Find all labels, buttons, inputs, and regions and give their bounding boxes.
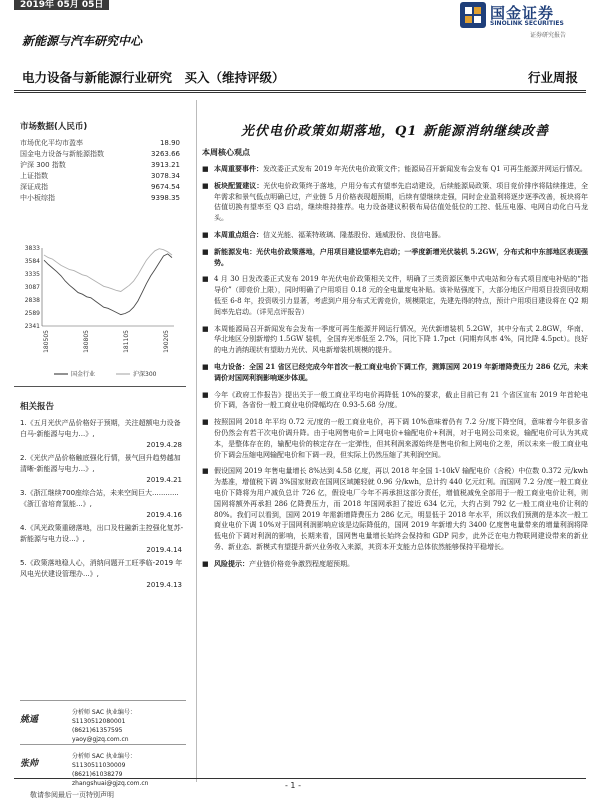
body-paragraph — [202, 324, 588, 356]
header-rule — [14, 90, 586, 91]
analyst-name: 张帅 — [20, 759, 39, 769]
headline: 光伏电价政策如期落地，Q1 新能源消纳继续改善 — [241, 124, 549, 139]
market-key: 上证指数 — [20, 172, 48, 180]
market-row — [14, 138, 186, 149]
market-value: 9674.54 — [151, 183, 180, 191]
logo-cn: 国金证券 — [490, 4, 555, 22]
report-date: 2019年 05月 05日 — [14, 0, 109, 10]
body-paragraph — [202, 390, 588, 412]
brand-logo — [460, 2, 590, 42]
page-number: - 1 - — [285, 781, 301, 790]
paragraph-text: 本周能源局召开新闻发布会发布一季度可再生能源并网运行情况，光伏新增装机 5.2GW，其中分布式 2.8GW，华南、华北地区分别新增约 1.5GW 装机，全国弃光率低至 2.7%，同比下降 1.7pct（同期弃风率 4%，同比降 4.5pct）。良好的电力消纳现状有望助力光伏、风电新增装机规模的提升。 — [214, 324, 588, 355]
y-tick-label: 3087 — [24, 284, 40, 291]
body-paragraph — [202, 362, 588, 384]
x-tick-label: 180505 — [43, 330, 50, 353]
analyst-info — [72, 752, 186, 788]
y-tick-label: 3833 — [24, 245, 40, 252]
index-chart-svg — [14, 244, 186, 384]
paragraph-lead: 本周重点组合： — [214, 229, 263, 239]
related-report-date: 2019.4.14 — [146, 546, 182, 554]
body-paragraph — [202, 274, 588, 317]
market-row — [14, 160, 186, 171]
report-title: 电力设备与新能源行业研究 买入（维持评级） — [22, 70, 285, 85]
market-value: 3078.34 — [151, 172, 180, 180]
market-key: 市场优化平均市盈率 — [20, 139, 83, 147]
related-report-link[interactable]: 4.《风光政策重磅落地，出口及柱融新主控强化复苏-新能源与电力设...》, — [20, 524, 184, 543]
related-report-link[interactable]: 2.《光伏产品价格触底强化行情，景气回升趋势越加清晰-新能源与电力...》, — [20, 454, 181, 473]
series-line-0 — [44, 254, 172, 315]
logo-sub: 证券研究报告 — [530, 32, 567, 39]
series-line-1 — [44, 249, 172, 292]
related-report-link[interactable]: 5.《政策落地稳人心，消纳问题开工旺季临-2019 年风电光伏建设管理办...》, — [20, 559, 183, 578]
market-key: 深证成指 — [20, 183, 48, 191]
y-tick-label: 2838 — [24, 297, 40, 305]
x-tick-label: 181105 — [123, 330, 130, 353]
analyst-name: 姚遥 — [20, 715, 39, 725]
analyst-cert: 分析师 SAC 执业编号：S1130512080001 — [72, 709, 136, 725]
paragraph-text: 4 月 30 日发改委正式发布 2019 年光伏电价政策相关文件，明确了三类资源区集中式电站和分布式项目度电补贴的“指导价”（即竞价上限），同时明确了户用项目 0.18 元的全电量度电补贴。该补贴强度下，大部分地区户用项目投资回收期低至 6-8 年，投资吸引力显著，考虑到户用分布式无需竞价，规模限定，先建先得的特点，预计户用项目建设将在 Q2 期间率先启动。（详见点评报告） — [214, 275, 588, 316]
report-type: 行业周报 — [527, 70, 578, 85]
paragraph-lead: 本周重要事件： — [214, 164, 263, 173]
body-paragraph — [202, 466, 588, 552]
header-rule-2 — [14, 92, 586, 93]
market-value: 3913.21 — [151, 161, 180, 169]
analyst-phone: (8621)61038279 — [72, 771, 123, 778]
related-reports-title: 相关报告 — [20, 402, 55, 412]
market-value: 3263.66 — [151, 150, 180, 158]
paragraph-lead: 新能源发电：光伏电价政策落地，户用项目建设望率先启动；一季度新增光伏装机 5.2GW，分布式和中东部地区表现强势。 — [214, 246, 588, 267]
analyst-rule — [20, 700, 186, 701]
market-key: 国金电力设备与新能源指数 — [20, 150, 104, 158]
main-content — [202, 120, 588, 576]
market-key: 沪深 300 指数 — [20, 161, 66, 169]
paragraph-text: 发改委正式发布 2019 年光伏电价政策文件；能源局召开新闻发布会发布 Q1 可再生能源并网运行情况。 — [263, 165, 587, 173]
logo-mark-icon — [460, 2, 486, 28]
analyst-email[interactable]: yaoy@gjzq.com.cn — [72, 736, 129, 743]
disclaimer: 敬请参阅最后一页特别声明 — [30, 791, 114, 799]
market-key: 中小板综指 — [20, 194, 55, 202]
paragraph-text: 假设国网 2019 年售电量增长 8%达到 4.58 亿度，再以 2018 年全国 1-10kV 输配电价（含税）中位数 0.372 元/kwh 为基准，增值税下调 3%国家财政在国网区域摊轻就 0.96 分/kwh，总计约 440 亿元红利。而国网 7.2 分/度一般工商业电价下降将为用户减负总计 726 亿，假设电厂今年不再承担这部分责任，增值税减免全部用于一般工商业电价让利，则国网将额外再承担 286 亿降费压力，而 2018 年国网承担了接近 634 亿元，大约占到 792 亿一般工商业电价让利的 80%。我们可以看到，国网 2019 年需新增降费压力 286 亿元，明显低于 2018 年水平，所以我们预测的是本次一般工商业电价下调 10%对于国网利润影响应该是边际降低的，国网 2019 年新增大约 3400 亿度售电量带来的增量利润将降低电价下调对利润的影响，长期来看，国网售电量增长始终会保持和 GDP 同步，此外泛在电力物联网建设带来的新业务、新业态、新模式有望提升新兴业务收入来源，其资本开支能力总体依然能够保持平稳增长。 — [214, 467, 588, 551]
y-tick-label: 2589 — [24, 310, 40, 318]
sidebar-rule — [14, 386, 186, 387]
x-tick-label: 180805 — [83, 330, 90, 353]
analyst-phone: (8621)61357595 — [72, 727, 123, 734]
x-tick-label: 190205 — [163, 330, 170, 353]
market-row — [14, 149, 186, 160]
column-divider — [196, 100, 197, 782]
legend-label: 沪深300 — [133, 371, 157, 378]
related-report-date: 2019.4.21 — [146, 476, 182, 484]
market-row — [14, 171, 186, 182]
body-paragraph — [202, 181, 588, 224]
related-report-link[interactable]: 3.《浙江继续700座综合站，未来空间巨大............ 《浙江省培育氢能...》, — [20, 489, 179, 508]
logo-en: SINOLINK SECURITIES — [490, 20, 564, 27]
market-value: 18.90 — [159, 139, 180, 147]
body-paragraph — [202, 247, 588, 269]
y-tick-label: 2341 — [24, 323, 40, 330]
analyst-card — [14, 700, 186, 744]
analyst-email[interactable]: zhangshuai@gjzq.com.cn — [72, 780, 149, 787]
market-data-title: 市场数据(人民币) — [20, 122, 88, 132]
analyst-info — [72, 708, 186, 744]
y-tick-label: 3584 — [24, 258, 40, 266]
body-paragraph — [202, 417, 588, 460]
related-report-date: 2019.4.16 — [146, 511, 182, 519]
legend-label: 国金行业 — [71, 371, 96, 378]
paragraph-text: 今年《政府工作报告》提出关于一般工商业平均电价再降低 10%的要求，截止目前已有 21 个省区宣布 2019 年首轮电价下调，各省份一般工商业电价降幅均在 0.93-5.68 分/度。 — [214, 390, 588, 410]
paragraph-text: 信义光能、福莱特玻璃、隆基股份、通威股份、良信电器。 — [263, 230, 445, 239]
analyst-card — [14, 744, 186, 788]
analyst-rule — [20, 744, 186, 745]
paragraph-lead: 板块配置建议： — [214, 180, 264, 190]
paragraph-text: 按照国网 2018 年平均 0.72 元/度的一般工商业电价，再下调 10%意味着仍有 7.2 分/度下降空间，意味着今年很多省份仍然会有若干次电价调升降。由于电网售电价=上网电价+输配电价+利润，对于电网公司来说，输配电价可认为其成本，是整体存在的，输配电价的核定存在一定弹性，但其利润来源始终是售电价和上网电价之差，所以未来一般工商业电价下调会压缩电网输配电价和下调一段，但实际上仍然压缩了其利润空间。 — [214, 418, 588, 459]
footer-rule — [14, 778, 586, 779]
index-chart — [14, 244, 186, 384]
paragraph-text: 光伏电价政策终于落地，户用分布式有望率先启动建设，后续能源局政策、项目竞价排序将陆续推进，全年需求和景气低点明确已过，产业链 5 月价格表现超预期，后续有望继续走强，同时企业盈利将逐步逐季改善，板块将年估值切换有望率至 Q3 启动，继续维持推荐。电力设备建议积极布局估值处低位的工控、低压电器、电网自动化白马龙头。 — [214, 181, 589, 223]
related-report-date: 2019.4.13 — [146, 581, 182, 589]
related-reports — [14, 400, 186, 593]
core-view-heading: 本周核心观点 — [202, 148, 250, 157]
market-row — [14, 182, 186, 193]
market-row — [14, 193, 186, 204]
body-paragraph — [202, 164, 588, 175]
y-tick-label: 3335 — [24, 271, 40, 279]
related-report-link[interactable]: 1.《五月光伏产品价格好于预期，关注超额电力设备白马-新能源与电力...》, — [20, 419, 181, 438]
related-report-date: 2019.4.28 — [146, 441, 182, 449]
research-center: 新能源与汽车研究中心 — [22, 34, 143, 48]
paragraph-text: 产业链价格竞争激烈程度超预期。 — [249, 559, 354, 568]
analyst-cert: 分析师 SAC 执业编号：S1130511030009 — [72, 753, 136, 769]
analysts-panel — [14, 700, 186, 788]
market-value: 9398.35 — [151, 194, 180, 202]
paragraph-lead: 风险提示： — [214, 558, 249, 568]
paragraph-lead: 电力设备：全国 21 省区已经完成今年首次一般工商业电价下调工作，测算国网 2019 年新增降费压力 286 亿元，未来调价对国网利润影响逐步体现。 — [214, 361, 588, 382]
market-data-panel — [14, 120, 186, 204]
body-paragraph — [202, 230, 588, 241]
body-paragraph — [202, 559, 588, 570]
